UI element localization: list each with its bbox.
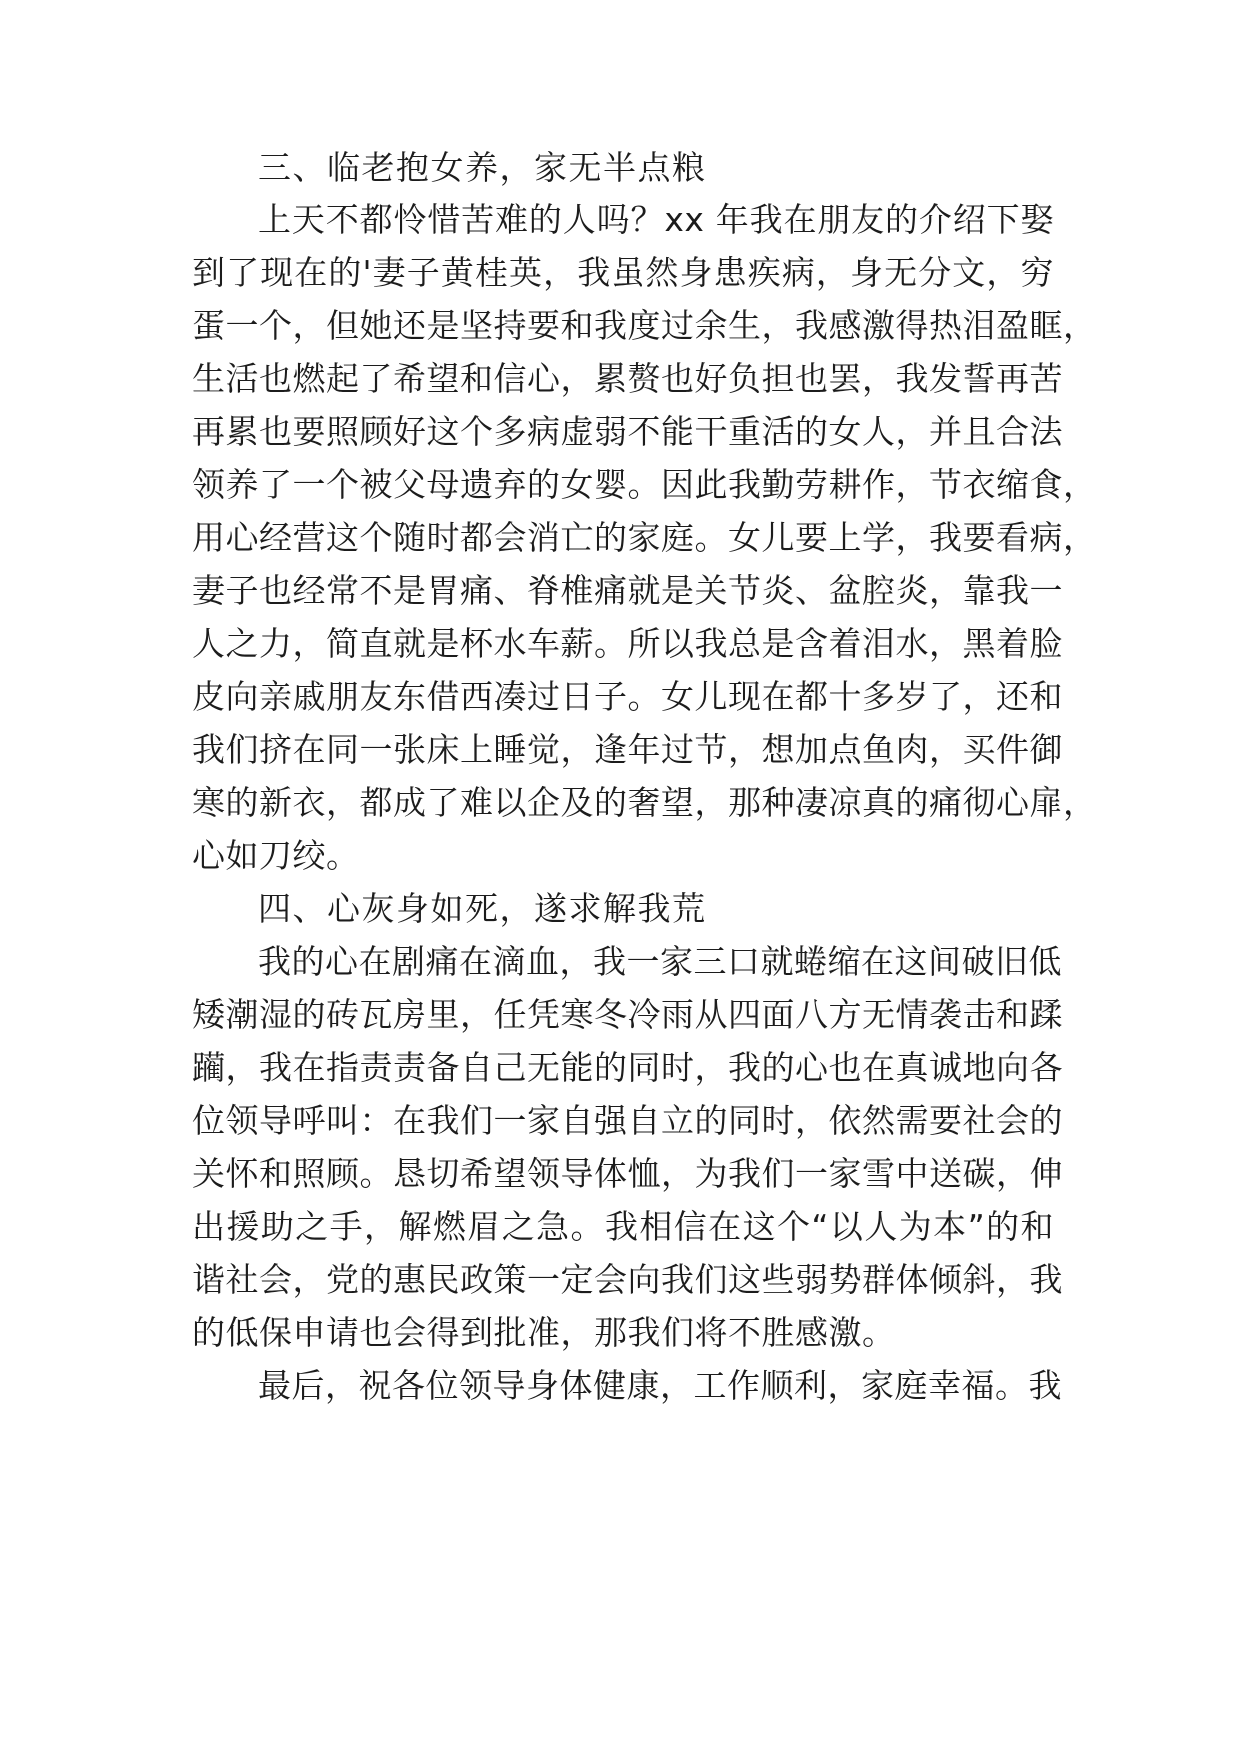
paragraph-line: 生活也燃起了希望和信心，累赘也好负担也罢，我发誓再苦 bbox=[192, 359, 1063, 398]
paragraph-line: 最后，祝各位领导身体健康，工作顺利，家庭幸福。我 bbox=[258, 1366, 1062, 1405]
paragraph-line: 我的心在剧痛在滴血，我一家三口就蜷缩在这间破旧低 bbox=[258, 942, 1062, 981]
paragraph-line: 皮向亲戚朋友东借西凑过日子。女儿现在都十多岁了，还和 bbox=[192, 677, 1063, 716]
paragraph-line: 人之力，简直就是杯水车薪。所以我总是含着泪水，黑着脸 bbox=[192, 624, 1063, 663]
paragraph-line: 到了现在的'妻子黄桂英，我虽然身患疾病，身无分文，穷 bbox=[192, 253, 1054, 292]
section-heading-3: 三、临老抱女养，家无半点粮 bbox=[258, 148, 707, 187]
paragraph-line: 上天不都怜惜苦难的人吗？xx 年我在朋友的介绍下娶 bbox=[258, 200, 1054, 239]
paragraph-line: 矮潮湿的砖瓦房里，任凭寒冬冷雨从四面八方无情袭击和蹂 bbox=[192, 995, 1063, 1034]
paragraph-line: 位领导呼叫：在我们一家自强自立的同时，依然需要社会的 bbox=[192, 1101, 1063, 1140]
paragraph-line: 再累也要照顾好这个多病虚弱不能干重活的女人，并且合法 bbox=[192, 412, 1063, 451]
paragraph-line: 我们挤在同一张床上睡觉，逢年过节，想加点鱼肉，买件御 bbox=[192, 730, 1063, 769]
paragraph-line: 蛋一个，但她还是坚持要和我度过余生，我感激得热泪盈眶， bbox=[192, 306, 1097, 345]
paragraph-line: 用心经营这个随时都会消亡的家庭。女儿要上学，我要看病， bbox=[192, 518, 1097, 557]
section-heading-4: 四、心灰身如死，遂求解我荒 bbox=[258, 889, 707, 928]
paragraph-line: 的低保申请也会得到批准，那我们将不胜感激。 bbox=[192, 1313, 896, 1352]
paragraph-line: 心如刀绞。 bbox=[192, 836, 360, 875]
paragraph-line: 领养了一个被父母遗弃的女婴。因此我勤劳耕作，节衣缩食， bbox=[192, 465, 1097, 504]
paragraph-line: 出援助之手，解燃眉之急。我相信在这个“以人为本”的和 bbox=[192, 1207, 1054, 1246]
paragraph-line: 寒的新衣，都成了难以企及的奢望，那种凄凉真的痛彻心扉， bbox=[192, 783, 1097, 822]
paragraph-line: 关怀和照顾。恳切希望领导体恤，为我们一家雪中送碳，伸 bbox=[192, 1154, 1063, 1193]
paragraph-line: 躏，我在指责责备自己无能的同时，我的心也在真诚地向各 bbox=[192, 1048, 1063, 1087]
paragraph-line: 谐社会，党的惠民政策一定会向我们这些弱势群体倾斜，我 bbox=[192, 1260, 1063, 1299]
paragraph-line: 妻子也经常不是胃痛、脊椎痛就是关节炎、盆腔炎，靠我一 bbox=[192, 571, 1063, 610]
